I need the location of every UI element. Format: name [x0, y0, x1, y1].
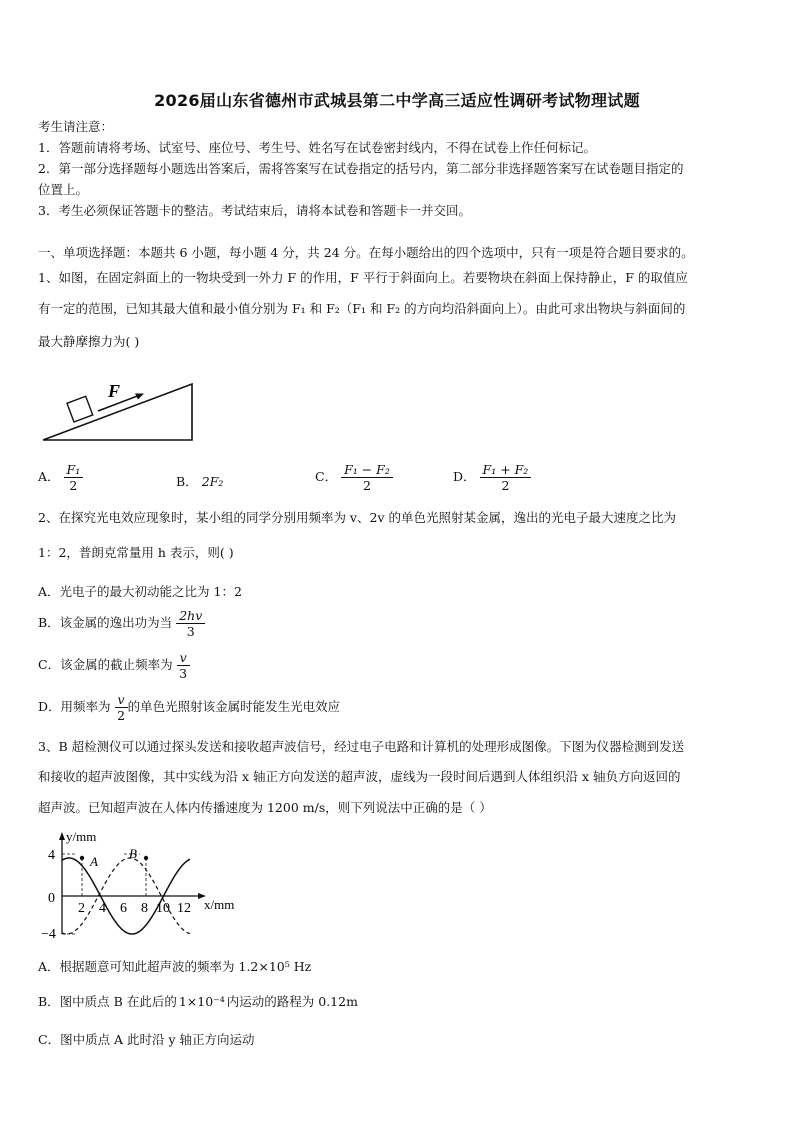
wave-figure	[40, 826, 250, 942]
x-tick-4: 4	[99, 901, 106, 916]
force-label: F	[108, 381, 121, 401]
q1-option-b-label: B．	[176, 474, 198, 489]
incline-figure	[40, 376, 200, 446]
y-tick-neg4: −4	[41, 927, 56, 942]
q1-option-c-label: C．	[315, 469, 338, 484]
q2-line-2: 1：2，普朗克常量用 h 表示，则( )	[38, 545, 234, 560]
fraction-denominator: 2	[69, 478, 78, 493]
q2-option-c-fraction	[177, 650, 190, 681]
q1-line-3: 最大静摩擦力为( )	[38, 334, 140, 349]
q2-option-a[interactable]: A．光电子的最大初动能之比为 1：2	[38, 584, 242, 599]
point-b-label: B	[129, 846, 137, 861]
fraction-numerator: 2hv	[176, 608, 205, 624]
notice-heading: 考生请注意：	[38, 119, 114, 134]
q3-option-c[interactable]: C．图中质点 A 此时沿 y 轴正方向运动	[38, 1032, 255, 1047]
y-axis-label: y/mm	[66, 829, 97, 844]
q1-option-a-fraction	[64, 462, 84, 493]
page-title: 2026届山东省德州市武城县第二中学高三适应性调研考试物理试题	[154, 91, 640, 110]
q2-option-d-prefix: D．用频率为	[38, 699, 111, 714]
q1-line-1: 1、如图，在固定斜面上的一物块受到一外力 F 的作用，F 平行于斜面向上。若要物块在斜面上保持静止，F 的取值应	[38, 270, 688, 285]
point-a-dot	[80, 856, 84, 860]
notice-item-2: 2．第一部分选择题每小题选出答案后，需将答案写在试卷指定的括号内，第二部分非选择题答案写在试卷题目指定的	[38, 161, 684, 176]
x-tick-8: 8	[141, 901, 148, 916]
fraction-numerator: v	[177, 650, 190, 666]
fraction-denominator: 2	[117, 708, 126, 723]
q2-option-c-prefix: C．该金属的截止频率为	[38, 657, 173, 672]
notice-item-2-cont: 位置上。	[38, 182, 89, 197]
q3-option-b-prefix: B．图中质点 B 在此后的	[38, 994, 177, 1009]
q2-option-d-suffix: 的单色光照射该金属时能发生光电效应	[127, 699, 341, 714]
fraction-denominator: 3	[186, 624, 195, 639]
q2-line-1: 2、在探究光电效应现象时，某小组的同学分别用频率为 v、2v 的单色光照射某金属，逸出的光电子最大速度之比为	[38, 510, 676, 525]
x-tick-12: 12	[177, 901, 191, 916]
q1-option-c[interactable]	[315, 462, 393, 493]
q3-line-3: 超声波。已知超声波在人体内传播速度为 1200 m/s，则下列说法中正确的是（ ）	[38, 800, 492, 815]
q2-option-c[interactable]	[38, 650, 190, 681]
q1-option-c-fraction	[341, 462, 393, 493]
q3-line-2: 和接收的超声波图像，其中实线为沿 x 轴正方向发送的超声波，虚线为一段时间后遇到人体组织沿 x 轴负方向返回的	[38, 769, 681, 784]
x-tick-2: 2	[78, 901, 85, 916]
q1-option-d[interactable]	[453, 462, 531, 493]
q1-option-a-label: A．	[38, 469, 60, 484]
point-a-label: A	[90, 854, 98, 869]
q1-option-b-text: 2F₂	[201, 474, 224, 489]
q2-option-b[interactable]	[38, 608, 205, 639]
notice-item-1: 1．答题前请将考场、试室号、座位号、考生号、姓名写在试卷密封线内，不得在试卷上作任何标记。	[38, 140, 596, 155]
fraction-denominator: 2	[501, 478, 510, 493]
y-tick-4: 4	[48, 848, 55, 863]
fraction-numerator: F₁ − F₂	[341, 462, 393, 478]
fraction-denominator: 3	[179, 666, 188, 681]
q1-option-b[interactable]	[176, 472, 223, 490]
q1-option-a[interactable]	[38, 462, 83, 493]
q3-option-b-time: 1×10⁻⁴	[178, 994, 225, 1009]
q3-option-b-suffix: 内运动的路程为 0.12m	[226, 994, 358, 1009]
q1-line-2: 有一定的范围，已知其最大值和最小值分别为 F₁ 和 F₂（F₁ 和 F₂ 的方向均沿斜面向上）。由此可求出物块与斜面间的	[38, 301, 686, 316]
x-axis-label: x/mm	[204, 897, 235, 912]
q1-option-d-label: D．	[453, 469, 476, 484]
q3-option-a[interactable]: A．根据题意可知此超声波的频率为 1.2×10⁵ Hz	[38, 959, 312, 974]
q2-option-b-prefix: B．该金属的逸出功为当	[38, 615, 173, 630]
q1-option-d-fraction	[480, 462, 532, 493]
q3-option-b[interactable]	[38, 992, 358, 1010]
q3-line-1: 3、B 超检测仪可以通过探头发送和接收超声波信号，经过电子电路和计算机的处理形成图像。下图为仪器检测到发送	[38, 739, 685, 754]
x-tick-6: 6	[120, 901, 127, 916]
notice-item-3: 3．考生必须保证答题卡的整洁。考试结束后，请将本试卷和答题卡一并交回。	[38, 203, 471, 218]
fraction-denominator: 2	[363, 478, 371, 493]
fraction-numerator: v	[115, 692, 128, 708]
fraction-numerator: F₁ + F₂	[480, 462, 532, 478]
x-tick-10: 10	[156, 901, 170, 916]
q2-option-d-fraction	[115, 692, 128, 723]
fraction-numerator: F₁	[64, 462, 84, 478]
block-on-incline	[67, 396, 93, 422]
point-b-dot	[144, 856, 148, 860]
q2-option-b-fraction	[176, 608, 205, 639]
y-tick-0: 0	[48, 891, 55, 906]
y-axis-arrow	[59, 832, 65, 840]
q2-option-d[interactable]	[38, 692, 340, 723]
section-heading: 一、单项选择题：本题共 6 小题，每小题 4 分，共 24 分。在每小题给出的四个选项中，只有一项是符合题目要求的。	[38, 245, 694, 260]
